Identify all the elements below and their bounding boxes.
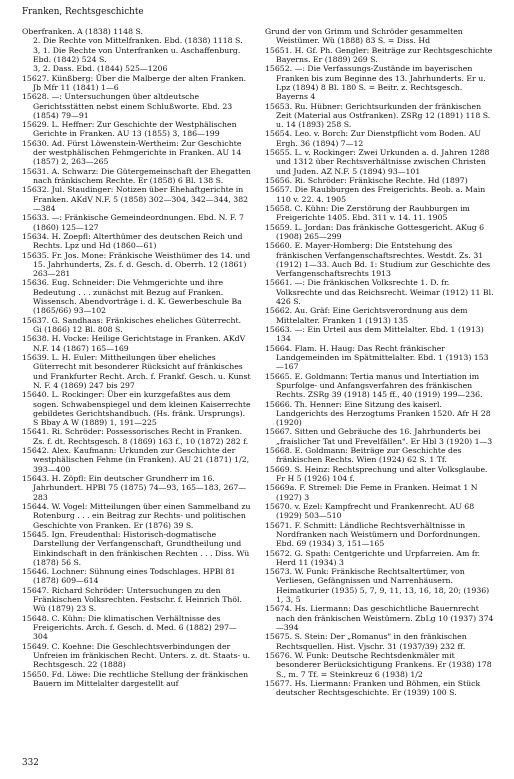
bibliography-entry: 15642. Alex. Kaufmann: Urkunden zur Geschichte der westphälischen Fehme (in Franken). AU 21 (1871) 1/2, 393—400 [22,446,250,474]
bibliography-entry: 15655. L. v. Rockinger: Zwei Urkunden a. d. Jahren 1288 und 1312 über Rechtsverhältnisse zwischen Christen und Juden. AZ N.F. 5 (1894) 93—101 [265,148,490,176]
bibliography-entry: 15646. Lochner: Sühnung eines Todschlages. HPBl 81 (1878) 609—614 [22,567,236,586]
right-column [265,27,494,698]
left-column [22,27,251,688]
bibliography-entry: 15647. Richard Schröder: Untersuchungen zu den Fränkischen Volksrechten. Festschr. f. Heinrich Thöl. Wü (1879) 23 S. [22,585,242,614]
bibliography-entry: 15664. Flam. H. Haug: Das Recht fränkischer Landgemeinden im Spätmittelalter. Ebd. 1 (1913) 153—167 [265,343,489,372]
bibliography-entry: 15650. Fd. Löwe: Die rechtliche Stellung der fränkischen Bauern im Mittelalter dargestellt auf [22,669,249,688]
bibliography-entry: 15632. Jul. Staudinger: Notizen über Ehehaftgerichte in Franken. AKdV N.F. 5 (1858) 302—304, 342—344, 382—384 [22,185,249,213]
bibliography-entry: 15656. Ri. Schröder: Fränkische Rechte. Hd (1897) [265,176,468,185]
bibliography-entry: 15629. L. Heffner: Zur Geschichte der Westphälischen Gerichte in Franken. AU 13 (1855) 3, 186—199 [22,120,237,139]
bibliography-entry: 15639. L. H. Euler: Mittheilungen über eheliches Güterrecht mit besonderer Rücksicht auf fränkisches und Frankfurter Recht. Arch. f. Frankf. Gesch. u. Kunst N. F. 4 (1869) 247 bis 297 [22,352,251,390]
bibliography-entry: 15660. E. Mayer-Homberg: Die Entstehung des fränkischen Verfangenschaftsrechtes. Westdt. Zs. 31 (1912) 1—33. Auch Bd. 1: Studium zur Geschichte des Verfangenschaftsrechts 1913 [265,241,491,279]
bibliography-entry: 15653. Ru. Hübner: Gerichtsurkunden der fränkischen Zeit (Material aus Ostfranken). ZSRg 12 (1891) 118 S. u. 14 (1893) 258 S. [265,101,491,130]
bibliography-entry: 15640. L. Rockinger: Über ein kurzgefaßtes aus dem sogen. Schwabenspiegel und dem kleinen Kaiserrechte gebildetes Gerichtshandbuch. (Hs. fränk. Ursprungs). S Bbay A W (1889) 1, 191—225 [22,390,251,428]
bibliography-entry: 15634. H. Zoepfl: Alterthümer des deutschen Reich und Rechts. Lpz und Hd (1860—61) [22,231,243,251]
bibliography-entry: 15643. H. Zöpfl: Ein deutscher Grundherr im 16. Jahrhundert. HPBl 75 (1875) 74—93, 165—183, 267—283 [22,474,247,502]
bibliography-entry: 15631. A. Schwarz: Die Gütergemeinschaft der Ehegatten nach fränkischem Rechte. Er (1858) 6 Bl. 138 S. [22,166,251,185]
bibliography-entry: 15673. W. Funk: Fränkische Rechtsaltertümer, von Verliesen, Gefängnissen und Narrenhäusern. Heimatkurier (1935) 5, 7, 9, 11, 13, 16, 18, 20; (1936) 1, 3, 5 [265,567,490,605]
bibliography-entry: Oberfranken. A (1838) 1148 S. 2. Die Rechte von Mittelfranken. Ebd. (1838) 1118 S. 3, 1. Die Rechte von Unterfranken u. Aschaffenburg. Ebd. (1842) 524 S. 3, 2. Dass. Ebd. (1844) 525—1206 [22,27,243,74]
bibliography-entry: 15651. H. Gf. Ph. Gengler: Beiträge zur Rechtsgeschichte Bayerns. Er (1889) 269 S. [265,45,493,64]
bibliography-entry: 15652. —: Die Verfassungs-Zustände im bayerischen Franken bis zum Beginne des 13. Jahrhunderts. Er u. Lpz (1894) 8 Bl. 180 S. = Beitr. z. Rechtsgesch. Bayerns 4 [265,64,486,102]
running-head: Franken, Rechtsgeschichte [22,7,144,17]
bibliography-entry: 15676. W. Funk: Deutsche Rechtsdenkmäler mit besonderer Berücksichtigung Frankens. Er (1938) 178 S., m. 7 Tf. = Steinkreuz 6 (1938) 1/2 [265,650,492,679]
bibliography-entry: 15635. Fr. Jos. Mone: Fränkische Weisthümer des 14. und 15. Jahrhunderts, Zs. f. d. Gesch. d. Oberrh. 12 (1861) 263—281 [22,250,251,279]
bibliography-entry: 15636. Eug. Schneider: Die Vehmgerichte und ihre Bedeutung . . . zunächst mit Bezug auf Franken. Wissensch. Abendvorträge i. d. K. Gewerbeschule Ba (1865/66) 93—102 [22,278,242,316]
bibliography-entry: 15677. Hs. Liermann: Franken und Böhmen, ein Stück deutscher Rechtsgeschichte. Er (1939) 100 S. [265,678,481,698]
bibliography-entry: 15633. —: Fränkische Gemeindeordnungen. Ebd. N. F. 7 (1860) 125—127 [22,213,244,232]
bibliography-entry: 15641. Ri. Schröder: Possessorisches Recht in Franken. Zs. f. dt. Rechtsgesch. 8 (1869) 163 f., 10 (1872) 282 f. [22,427,249,446]
bibliography-entry: 15658. C. Kühn: Die Zerstörung der Raubburgen im Freigerichte 1405. Ebd. 311 v. 14. 11. 1905 [265,203,470,223]
bibliography-entry: 15675. S. Stein: Der „Romanus" in den fränkischen Rechtsquellen. Hist. Vjschr. 31 (1937/39) 232 ff. [265,632,467,651]
bibliography-entry: 15661. —: Die fränkischen Volksrechte 1. D. fr. Volksrechte und das Reichsrecht. Weimar (1912) 11 Bl. 426 S. [265,278,494,307]
bibliography-entry: 15672. G. Spath: Centgerichte und Urpfarreien. Am fr. Herd 11 (1934) 3 [265,548,481,567]
bibliography-entry: 15637. G. Sandhaas: Fränkisches eheliches Güterrecht. Gi (1866) 12 Bl. 808 S. [22,315,242,334]
bibliography-entry: 15670. v. Ezel: Kampfrecht und Frankenrecht. AU 68 (1929) 503—510 [265,501,475,521]
bibliography-entry: 15669. S. Heinz: Rechtsprechung und alter Volksglaube. Fr H 5 (1926) 104 f. [265,464,488,483]
bibliography-entry: 15665. E. Goldmann: Tertia manus und Intertiation im Spurfolge- und Anfangsverfahren des fränkischen Rechts. ZSRg 39 (1918) 145 ff., 40 (1919) 199—236. [265,371,483,400]
page-number: 332 [22,758,39,768]
bibliography-entry: 15648. C. Kühn: Die klimatischen Verhältnisse des Freigerichts. Arch. f. Gesch. d. Med. 6 (1882) 297—304 [22,613,237,642]
bibliography-entry: 15657. Die Raubburgen des Freigerichts. Beob. a. Main 110 v. 22. 4. 1905 [265,185,486,204]
bibliography-entry: Grund der von Grimm und Schröder gesammelten Weistümer. Wü (1888) 83 S. = Diss. Hd [265,27,463,46]
bibliography-entry: 15674. Hs. Liermann: Das geschichtliche Bauernrecht nach den fränkischen Weistümern. ZbLg 10 (1937) 374—394 [265,604,494,632]
bibliography-entry: 15667. Sitten und Gebräuche des 16. Jahrhunderts bei „fraislicher Tat und Frevelfällen". Er Hbl 3 (1920) 1—3 [265,427,493,446]
bibliography-entry: 15645. Ign. Freudenthal: Historisch-dogmatische Darstellung der Verfangenschaft, Grundtheilung und Einkindschaft in den fränkischen Rechten . . . Diss. Wü (1878) 56 S. [22,529,250,567]
bibliography-entry: 15668. E. Goldmann: Beiträge zur Geschichte des fränkischen Rechts. Wien (1924) 62 S. 1 Tf. [265,446,462,465]
bibliography-entry: 15662. Au. Gräf: Eine Gerichtsverordnung aus dem Mittelalter. Franken 1 (1913) 135 [265,306,468,325]
bibliography-entry: 15666. Th. Henner: Eine Sitzung des kaiserl. Landgerichts des Herzogtums Franken 1520. Afr H 28 (1920) [265,399,491,428]
bibliography-entry: 15671. F. Schmitt: Ländliche Rechtsverhältnisse in Nordfranken nach Weistümern und Dorfordnungen. Ebd. 69 (1934) 3, 151—165 [265,520,481,549]
bibliography-entry: 15628. —: Untersuchungen über altdeutsche Gerichtsstätten nebst einem Schlußworte. Ebd. 23 (1854) 79—91 [22,92,233,120]
bibliography-entry: 15669a. F. Stremel: Die Feme in Franken. Heimat 1 N (1927) 3 [265,483,478,502]
bibliography-entry: 15654. Leo. v. Borch: Zur Dienstpflicht vom Boden. AU Ergh. 36 (1894) 7—12 [265,129,481,148]
bibliography-entry: 15644. W. Vogel: Mitteilungen über einen Sammelband zu Rotenburg . . . ein Beitrag zur Rechts- und politischen Geschichte von Franken. Er (1876) 39 S. [22,501,251,530]
bibliography-entry: 15627. Künßberg: Über die Malberge der alten Franken. Jb Mfr 11 (1841) 1—6 [22,73,247,92]
bibliography-entry: 15663. —: Ein Urteil aus dem Mittelalter. Ebd. 1 (1913) 134 [265,325,484,344]
bibliography-entry: 15638. H. Vocke: Heilige Gerichtstage in Franken. AKdV N.F. 14 (1867) 165—169 [22,334,246,353]
bibliography-entry: 15649. C. Koehne: Die Geschlechtsverbindungen der Unfreien im fränkischen Recht. Unters. z. dt. Staats- u. Rechtsgesch. 22 (1888) [22,641,251,670]
bibliography-entry: 15630. Ad. Fürst Löwenstein-Wertheim: Zur Geschichte der westphälischen Fehmgerichte in Franken. AU 14 (1857) 2, 263—265 [22,138,242,167]
bibliography-entry: 15659. L. Jordan: Das fränkische Gottesgericht. AKug 6 (1908) 265—299 [265,222,485,241]
